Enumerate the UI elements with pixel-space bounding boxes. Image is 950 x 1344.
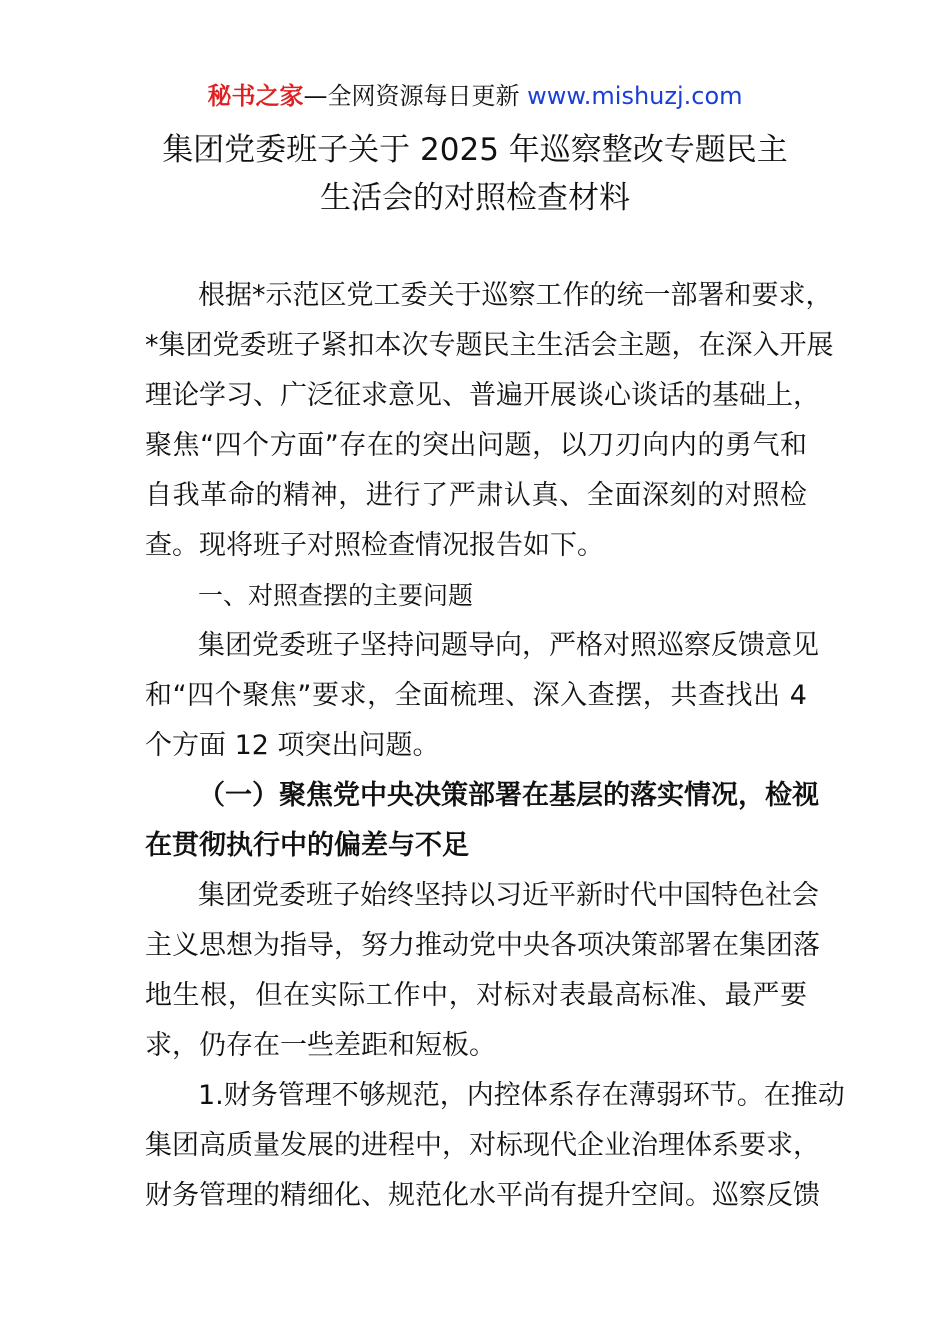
paragraph-line: 集团高质量发展的进程中，对标现代企业治理体系要求，	[145, 1130, 820, 1161]
paragraph-line: 集团党委班子坚持问题导向，严格对照巡察反馈意见	[198, 630, 819, 661]
paragraph-line: 和“四个聚焦”要求，全面梳理、深入查摆，共查找出 4	[145, 680, 807, 711]
header-slogan: —全网资源每日更新	[303, 82, 528, 110]
paragraph-line: 理论学习、广泛征求意见、普遍开展谈心谈话的基础上，	[145, 380, 820, 411]
site-link[interactable]: www.mishuzj.com	[527, 82, 743, 110]
paragraph-line: 根据*示范区党工委关于巡察工作的统一部署和要求，	[198, 280, 833, 311]
site-header	[0, 80, 950, 112]
paragraph-line: 集团党委班子始终坚持以习近平新时代中国特色社会	[198, 880, 819, 911]
paragraph-line: 主义思想为指导，努力推动党中央各项决策部署在集团落	[145, 930, 820, 961]
paragraph-line: 查。现将班子对照检查情况报告如下。	[145, 530, 604, 561]
subsection-heading: （一）聚焦党中央决策部署在基层的落实情况，检视	[198, 780, 819, 811]
paragraph-line: 财务管理的精细化、规范化水平尚有提升空间。巡察反馈	[145, 1180, 820, 1211]
paragraph-line: 1.财务管理不够规范，内控体系存在薄弱环节。在推动	[198, 1080, 845, 1111]
document-title-line-1: 集团党委班子关于 2025 年巡察整改专题民主	[162, 132, 788, 168]
paragraph-line: 地生根，但在实际工作中，对标对表最高标准、最严要	[145, 980, 807, 1011]
paragraph-line: *集团党委班子紧扣本次专题民主生活会主题，在深入开展	[145, 330, 834, 361]
section-heading: 一、对照查摆的主要问题	[198, 581, 474, 610]
paragraph-line: 个方面 12 项突出问题。	[145, 730, 440, 761]
subsection-heading: 在贯彻执行中的偏差与不足	[145, 830, 469, 861]
paragraph-line: 求，仍存在一些差距和短板。	[145, 1030, 496, 1061]
brand-name: 秘书之家	[207, 82, 304, 110]
paragraph-line: 自我革命的精神，进行了严肃认真、全面深刻的对照检	[145, 480, 807, 511]
document-title-line-2: 生活会的对照检查材料	[320, 180, 630, 216]
paragraph-line: 聚焦“四个方面”存在的突出问题，以刀刃向内的勇气和	[145, 430, 807, 461]
